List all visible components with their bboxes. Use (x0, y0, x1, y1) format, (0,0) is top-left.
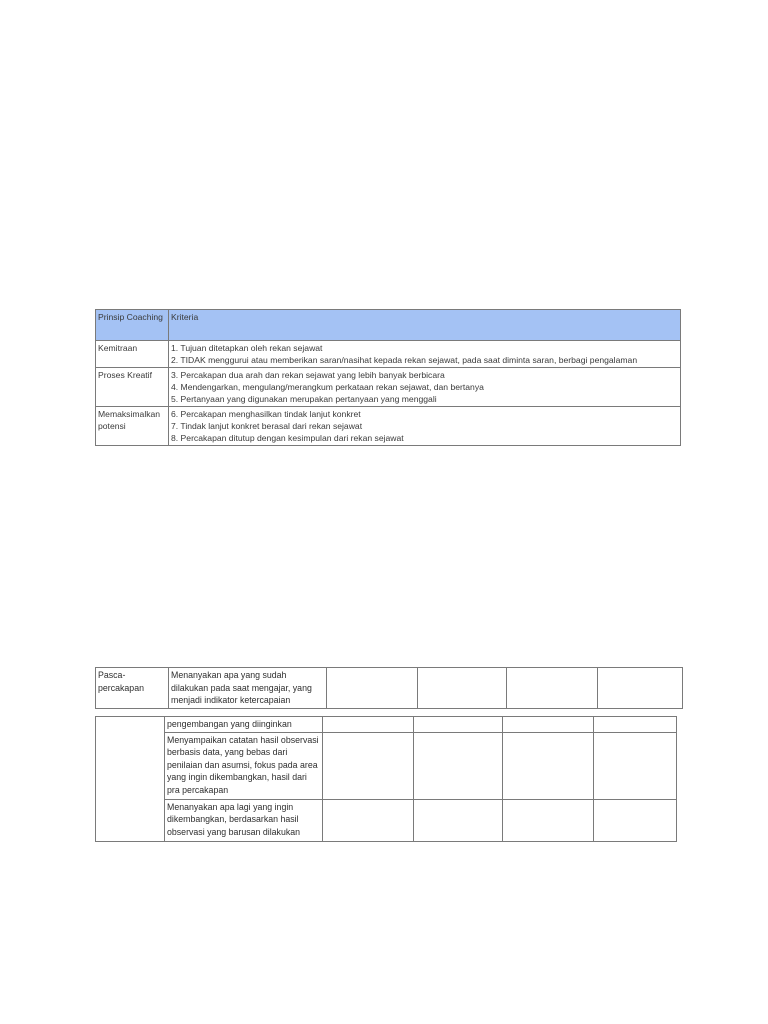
criteria-cell (169, 407, 681, 446)
empty-cell (323, 732, 414, 799)
empty-cell (594, 799, 677, 841)
header-kriteria: Kriteria (169, 310, 681, 341)
criteria-item: 4. Mendengarkan, mengulang/merangkum perkataan rekan sejawat, dan bertanya (171, 382, 484, 392)
empty-cell (414, 799, 503, 841)
criteria-cell (169, 341, 681, 368)
empty-cell (598, 668, 683, 709)
criteria-cell (169, 368, 681, 407)
table-row (96, 717, 677, 733)
indicator-cell: Menanyakan apa yang sudah dilakukan pada saat mengajar, yang menjadi indikator ketercapaian (169, 668, 327, 709)
indicator-cell: Menanyakan apa lagi yang ingin dikembangkan, berdasarkan hasil observasi yang barusan dilakukan (165, 799, 323, 841)
criteria-item: 5. Pertanyaan yang digunakan merupakan pertanyaan yang menggali (171, 394, 437, 404)
empty-cell (503, 732, 594, 799)
observation-table-bottom (95, 716, 677, 842)
criteria-item: 6. Percakapan menghasilkan tindak lanjut konkret (171, 409, 361, 419)
empty-cell (414, 732, 503, 799)
criteria-item: 8. Percakapan ditutup dengan kesimpulan dari rekan sejawat (171, 433, 404, 443)
principle-cell: Proses Kreatif (96, 368, 169, 407)
table-row (96, 407, 681, 446)
empty-cell (327, 668, 418, 709)
empty-cell (418, 668, 507, 709)
coaching-criteria-table (95, 309, 681, 446)
observation-table-top (95, 667, 683, 709)
empty-cell (507, 668, 598, 709)
header-prinsip-coaching: Prinsip Coaching (96, 310, 169, 341)
criteria-item: 2. TIDAK menggurui atau memberikan saran/nasihat kepada rekan sejawat, pada saat diminta saran, berbagi pengalaman (171, 355, 638, 365)
principle-cell: Kemitraan (96, 341, 169, 368)
criteria-item: 7. Tindak lanjut konkret berasal dari rekan sejawat (171, 421, 363, 431)
table-row (96, 799, 677, 841)
criteria-item: 1. Tujuan ditetapkan oleh rekan sejawat (171, 343, 323, 353)
table-header-row (96, 310, 681, 341)
stage-cell: Pasca-percakapan (96, 668, 169, 709)
principle-cell: Memaksimalkan potensi (96, 407, 169, 446)
empty-cell (594, 717, 677, 733)
empty-cell (594, 732, 677, 799)
table-row (96, 668, 683, 709)
stage-cell-continued (96, 717, 165, 842)
criteria-item: 3. Percakapan dua arah dan rekan sejawat yang lebih banyak berbicara (171, 370, 445, 380)
indicator-cell: Menyampaikan catatan hasil observasi berbasis data, yang bebas dari penilaian dan asumsi, fokus pada area yang ingin dikembangkan, hasil dari pra percakapan (165, 732, 323, 799)
indicator-cell: pengembangan yang diinginkan (165, 717, 323, 733)
empty-cell (323, 799, 414, 841)
empty-cell (503, 799, 594, 841)
empty-cell (323, 717, 414, 733)
empty-cell (414, 717, 503, 733)
table-row (96, 732, 677, 799)
table-row (96, 368, 681, 407)
empty-cell (503, 717, 594, 733)
table-row (96, 341, 681, 368)
